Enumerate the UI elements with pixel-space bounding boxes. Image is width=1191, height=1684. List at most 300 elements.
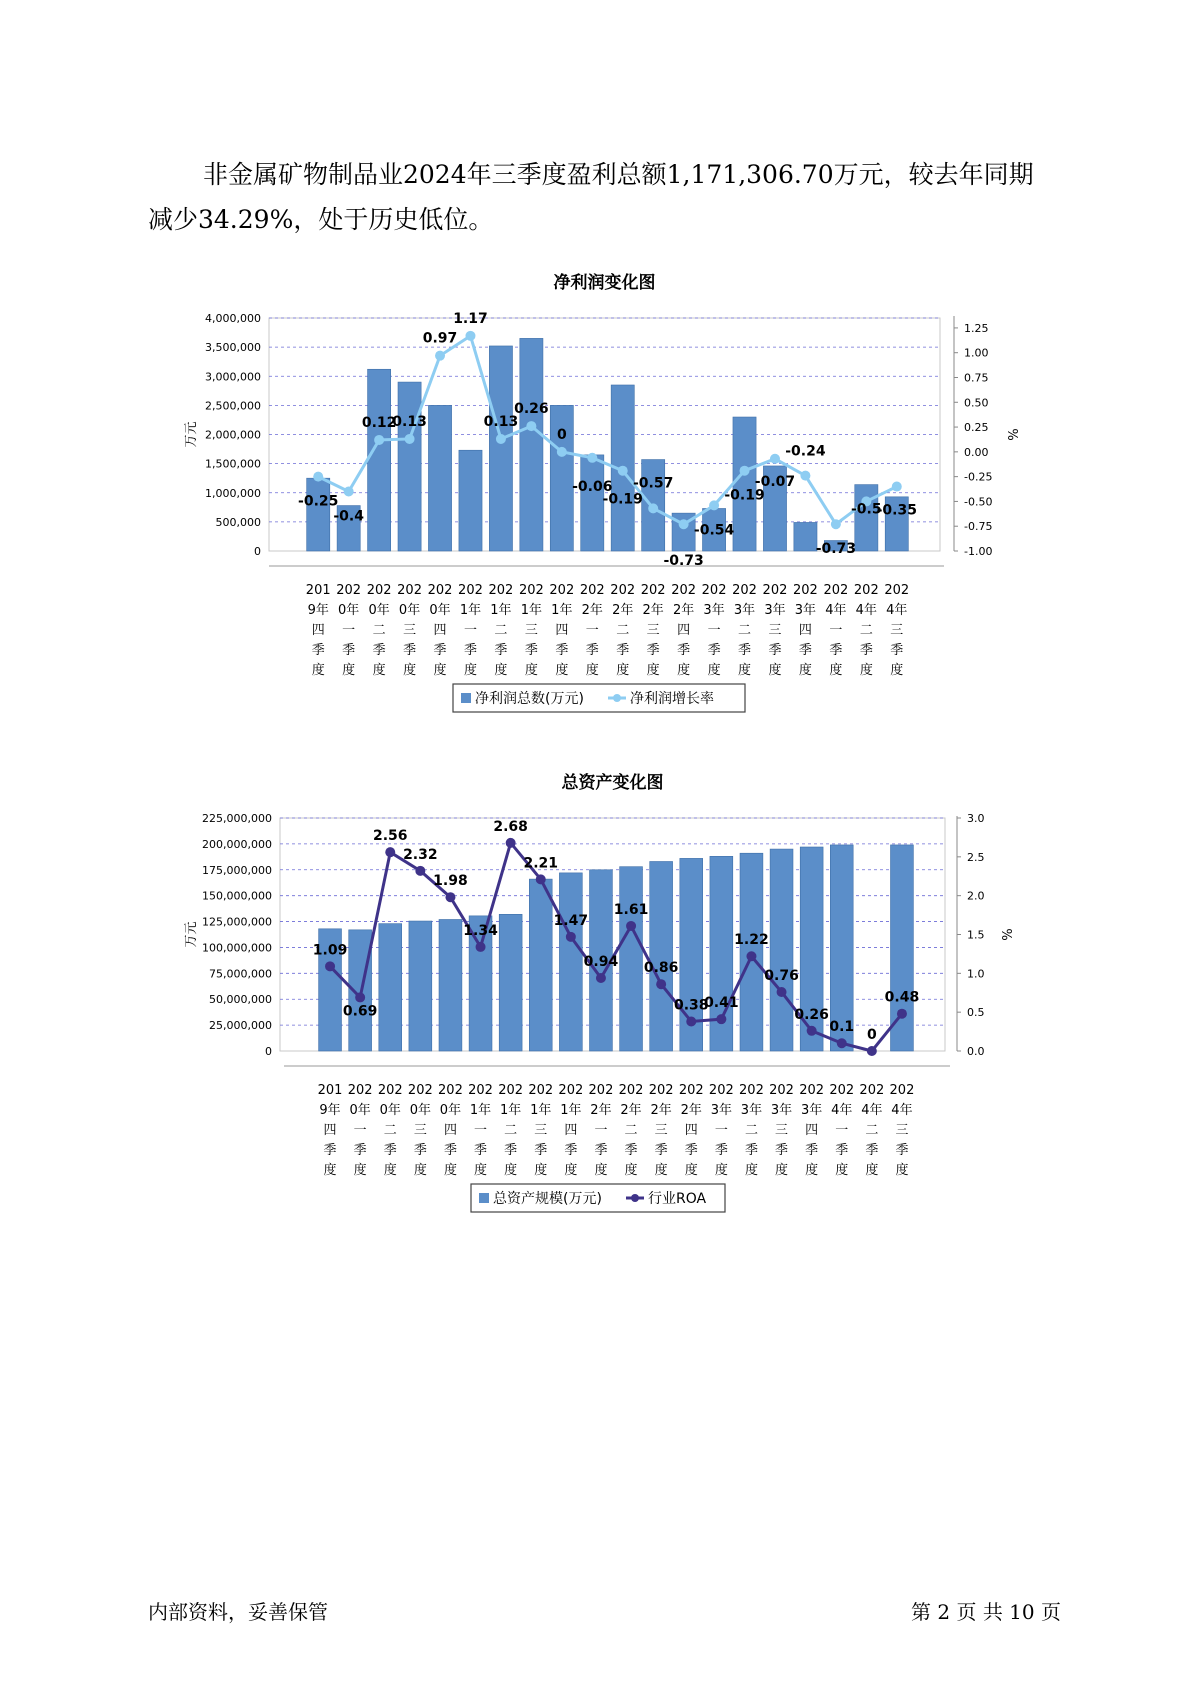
net-profit-chart [0, 270, 1191, 740]
x-tick-label: 202 [610, 583, 636, 598]
line-point [831, 519, 841, 529]
bar [650, 861, 673, 1051]
data-label: 1.61 [613, 901, 649, 918]
data-label: 2.32 [403, 846, 438, 863]
x-tick-label: 度 [744, 1163, 758, 1178]
legend-label: 净利润增长率 [630, 691, 714, 707]
x-tick-label: 202 [701, 583, 727, 598]
x-tick-label: 季 [677, 643, 691, 658]
data-label: -0.06 [572, 478, 613, 495]
data-label: -0.35 [876, 502, 917, 519]
x-tick-label: 度 [775, 1163, 789, 1178]
line-point [648, 503, 658, 513]
x-tick-label: 度 [646, 663, 660, 678]
bar [529, 879, 552, 1051]
x-tick-label: 2年 [590, 1103, 612, 1118]
line-point [313, 472, 323, 482]
x-tick-label: 4年 [891, 1103, 913, 1118]
footer-page-number: 第 2 页 共 10 页 [911, 1600, 1061, 1624]
line-point [709, 500, 719, 510]
bar [581, 455, 604, 551]
x-tick-label: 0年 [409, 1103, 431, 1118]
x-tick-label: 度 [494, 663, 508, 678]
x-tick-label: 季 [323, 1143, 337, 1158]
x-tick-label: 度 [585, 663, 599, 678]
x-tick-label: 度 [829, 663, 843, 678]
line-point [557, 447, 567, 457]
y-tick-label-right: 3.0 [967, 812, 985, 825]
x-tick-label: 度 [372, 663, 386, 678]
x-tick-label: 二 [859, 623, 873, 638]
line-point [355, 992, 365, 1002]
y-tick-label-right: 2.0 [967, 889, 985, 903]
x-tick-label: 度 [383, 1163, 397, 1178]
data-label: 0 [556, 426, 567, 443]
y-axis-title-right: % [1004, 428, 1019, 441]
data-label: -0.73 [815, 541, 857, 558]
x-tick-label: 1年 [490, 603, 512, 618]
data-label: -0.57 [632, 475, 674, 492]
x-tick-label: 季 [768, 643, 782, 658]
y-tick-label-right: 0.75 [964, 371, 989, 385]
data-label: 0 [866, 1027, 877, 1043]
x-tick-label: 202 [618, 1083, 644, 1098]
data-label: 0.38 [673, 997, 709, 1014]
x-tick-label: 202 [889, 1083, 915, 1098]
y-tick-label-left: 2,500,000 [205, 399, 261, 413]
x-tick-label: 季 [443, 1143, 457, 1158]
x-tick-label: 3年 [710, 1103, 732, 1118]
x-tick-label: 三 [534, 1123, 548, 1138]
x-tick-label: 季 [372, 643, 386, 658]
y-tick-label-left: 100,000,000 [202, 941, 272, 955]
data-label: 0.26 [794, 1006, 829, 1023]
line-point [626, 921, 636, 931]
data-label: 1.09 [312, 942, 348, 959]
line-point [415, 866, 425, 876]
x-tick-label: 四 [555, 623, 569, 638]
x-tick-label: 9年 [319, 1103, 341, 1118]
x-tick-label: 1年 [469, 1103, 492, 1118]
x-tick-label: 度 [443, 1163, 457, 1178]
x-tick-label: 2年 [612, 603, 634, 618]
x-tick-label: 1年 [459, 603, 482, 618]
data-label: 0.86 [643, 960, 679, 977]
y-axis-title-left: 万元 [184, 421, 199, 448]
x-tick-label: 季 [738, 643, 752, 658]
x-tick-label: 202 [438, 1083, 463, 1098]
x-tick-label: 度 [555, 663, 569, 678]
x-tick-label: 202 [588, 1083, 614, 1098]
x-tick-label: 季 [585, 643, 599, 658]
x-tick-label: 季 [624, 1143, 638, 1158]
x-tick-label: 3年 [740, 1103, 763, 1118]
y-tick-label-right: 1.00 [964, 346, 989, 360]
y-tick-label-left: 200,000,000 [202, 837, 272, 851]
x-tick-label: 三 [775, 1123, 789, 1138]
x-tick-label: 度 [707, 663, 721, 678]
x-tick-label: 202 [793, 583, 818, 598]
chart-title: 总资产变化图 [561, 773, 664, 793]
data-label: 0.12 [361, 414, 397, 431]
x-tick-label: 二 [738, 623, 752, 638]
x-tick-label: 202 [377, 1083, 403, 1098]
bar [620, 867, 643, 1051]
data-label: -0.4 [333, 508, 364, 525]
x-tick-label: 一 [463, 623, 477, 638]
x-tick-label: 202 [823, 583, 849, 598]
bar [368, 369, 391, 551]
x-tick-label: 四 [443, 1123, 457, 1138]
bar [398, 382, 421, 551]
x-tick-label: 度 [654, 1163, 668, 1178]
data-label: 0.13 [392, 413, 427, 430]
x-tick-label: 季 [616, 643, 630, 658]
x-tick-label: 202 [528, 1083, 554, 1098]
x-tick-label: 度 [835, 1163, 849, 1178]
data-label: 0.76 [764, 967, 799, 984]
x-tick-label: 2年 [581, 603, 603, 618]
line-point [770, 454, 780, 464]
data-label: -0.73 [663, 553, 704, 570]
x-tick-label: 1年 [560, 1103, 582, 1118]
x-tick-label: 三 [895, 1123, 909, 1138]
y-tick-label-left: 3,500,000 [205, 341, 261, 355]
x-tick-label: 202 [884, 583, 910, 598]
data-label: -0.19 [602, 491, 643, 508]
data-label: -0.19 [724, 487, 765, 504]
legend-swatch-point [613, 694, 621, 702]
y-tick-label-left: 175,000,000 [202, 863, 272, 877]
x-tick-label: 202 [671, 583, 697, 598]
x-tick-label: 季 [646, 643, 660, 658]
y-tick-label-right: 0.50 [964, 396, 989, 410]
x-tick-label: 0年 [368, 603, 390, 618]
x-tick-label: 三 [413, 1123, 427, 1138]
x-tick-label: 度 [403, 663, 417, 678]
x-tick-label: 一 [585, 623, 599, 638]
x-tick-label: 四 [805, 1123, 819, 1138]
x-tick-label: 202 [708, 1083, 734, 1098]
x-tick-label: 1年 [530, 1103, 552, 1118]
line-point [566, 932, 576, 942]
x-tick-label: 度 [684, 1163, 698, 1178]
x-tick-label: 三 [890, 623, 904, 638]
line-point [445, 892, 455, 902]
y-tick-label-left: 0 [254, 545, 261, 558]
y-tick-label-right: 0.00 [964, 445, 989, 459]
x-tick-label: 202 [397, 583, 422, 598]
total-assets-chart [0, 770, 1191, 1240]
x-tick-label: 三 [646, 623, 660, 638]
x-tick-label: 3年 [794, 603, 817, 618]
x-tick-label: 0年 [338, 603, 360, 618]
bar [307, 478, 330, 551]
x-tick-label: 1年 [500, 1103, 522, 1118]
x-tick-label: 三 [524, 623, 538, 638]
line-point [777, 987, 787, 997]
data-label: 0.97 [422, 330, 458, 347]
x-tick-label: 季 [555, 643, 569, 658]
data-label: -0.54 [693, 522, 735, 539]
x-tick-label: 202 [549, 583, 575, 598]
x-tick-label: 3年 [703, 603, 725, 618]
y-tick-label-right: 1.0 [967, 967, 985, 981]
x-tick-label: 202 [558, 1083, 584, 1098]
x-tick-label: 202 [762, 583, 788, 598]
x-tick-label: 季 [744, 1143, 758, 1158]
x-tick-label: 202 [488, 583, 514, 598]
x-tick-label: 度 [474, 1163, 488, 1178]
x-tick-label: 度 [323, 1163, 337, 1178]
x-tick-label: 季 [594, 1143, 608, 1158]
line-point [656, 979, 666, 989]
x-tick-label: 季 [524, 643, 538, 658]
x-tick-label: 4年 [831, 1103, 853, 1118]
x-tick-label: 三 [403, 623, 417, 638]
x-tick-label: 9年 [307, 603, 329, 618]
y-tick-label-left: 150,000,000 [202, 889, 272, 903]
data-label: 0.26 [514, 401, 549, 418]
bar [439, 919, 462, 1051]
x-tick-label: 二 [383, 1123, 397, 1138]
line-point [686, 1016, 696, 1026]
bar [379, 924, 402, 1051]
x-tick-label: 4年 [886, 603, 908, 618]
line-point [506, 838, 516, 848]
x-tick-label: 2年 [672, 603, 695, 618]
line-point [476, 942, 486, 952]
x-tick-label: 一 [594, 1123, 608, 1138]
x-tick-label: 0年 [349, 1103, 371, 1118]
x-tick-label: 度 [624, 1163, 638, 1178]
y-tick-label-left: 0 [265, 1045, 272, 1058]
x-tick-label: 202 [347, 1083, 373, 1098]
y-tick-label-left: 225,000,000 [202, 812, 272, 825]
x-tick-label: 三 [768, 623, 782, 638]
x-tick-label: 季 [474, 1143, 488, 1158]
x-tick-label: 二 [624, 1123, 638, 1138]
x-tick-label: 度 [805, 1163, 819, 1178]
x-tick-label: 202 [648, 1083, 674, 1098]
line-point [587, 453, 597, 463]
x-tick-label: 202 [458, 583, 483, 598]
bar [428, 405, 451, 551]
x-tick-label: 一 [707, 623, 721, 638]
x-tick-label: 四 [798, 623, 812, 638]
x-tick-label: 4年 [825, 603, 847, 618]
x-tick-label: 202 [468, 1083, 493, 1098]
y-tick-label-right: 0.5 [967, 1006, 985, 1020]
y-tick-label-right: -0.50 [964, 495, 993, 509]
line-point [746, 951, 756, 961]
x-tick-label: 一 [474, 1123, 488, 1138]
line-point [536, 874, 546, 884]
data-label: 0.48 [884, 989, 920, 1006]
x-tick-label: 3年 [764, 603, 786, 618]
x-tick-label: 季 [798, 643, 812, 658]
data-label: 2.68 [493, 818, 528, 835]
data-label: 0.1 [829, 1019, 855, 1036]
x-tick-label: 季 [865, 1143, 879, 1158]
y-tick-label-left: 1,000,000 [205, 486, 261, 500]
line-point [465, 331, 475, 341]
x-tick-label: 季 [463, 643, 477, 658]
x-tick-label: 度 [413, 1163, 427, 1178]
x-tick-label: 一 [342, 623, 356, 638]
x-tick-label: 季 [835, 1143, 849, 1158]
bar [733, 417, 756, 551]
bar [855, 485, 878, 551]
x-tick-label: 3年 [733, 603, 756, 618]
y-tick-label-right: -1.00 [964, 545, 993, 558]
line-point [435, 351, 445, 361]
x-tick-label: 四 [677, 623, 691, 638]
line-point [679, 519, 689, 529]
data-label: 0.94 [583, 953, 619, 970]
data-label: 2.21 [523, 855, 559, 872]
x-tick-label: 季 [859, 643, 873, 658]
x-tick-label: 四 [564, 1123, 578, 1138]
x-tick-label: 度 [594, 1163, 608, 1178]
data-label: -0.07 [754, 473, 796, 490]
legend-swatch-bar [461, 693, 471, 703]
y-tick-label-left: 4,000,000 [205, 312, 261, 325]
line-point [374, 435, 384, 445]
line-point [405, 434, 415, 444]
x-tick-label: 202 [498, 1083, 524, 1098]
y-tick-label-left: 3,000,000 [205, 370, 261, 384]
y-tick-label-right: 1.5 [967, 928, 985, 942]
x-tick-label: 季 [564, 1143, 578, 1158]
line-point [618, 466, 628, 476]
x-tick-label: 四 [311, 623, 325, 638]
x-tick-label: 四 [433, 623, 447, 638]
line-point [897, 1009, 907, 1019]
x-tick-label: 四 [323, 1123, 337, 1138]
y-tick-label-right: 0.25 [964, 421, 989, 435]
data-label: 0.41 [704, 995, 739, 1012]
x-tick-label: 季 [413, 1143, 427, 1158]
data-label: 1.22 [734, 932, 769, 949]
line-point [892, 482, 902, 492]
y-tick-label-right: -0.25 [964, 470, 993, 484]
y-tick-label-right: -0.75 [964, 520, 993, 534]
bar [489, 346, 512, 551]
legend-swatch-point [631, 1194, 639, 1202]
x-tick-label: 季 [895, 1143, 909, 1158]
line-point [596, 973, 606, 983]
x-tick-label: 度 [895, 1163, 909, 1178]
x-tick-label: 二 [865, 1123, 879, 1138]
y-tick-label-left: 1,500,000 [205, 457, 261, 471]
x-tick-label: 季 [383, 1143, 397, 1158]
bar [459, 450, 482, 551]
line-point [867, 1046, 877, 1056]
legend [471, 1184, 725, 1212]
data-label: 0.13 [483, 413, 519, 430]
data-label: -0.25 [298, 493, 339, 510]
x-tick-label: 二 [616, 623, 630, 638]
x-tick-label: 季 [494, 643, 508, 658]
y-tick-label-right: 0.0 [967, 1045, 985, 1058]
x-tick-label: 4年 [861, 1103, 883, 1118]
x-tick-label: 度 [463, 663, 477, 678]
x-tick-label: 4年 [855, 603, 877, 618]
bar [891, 845, 914, 1051]
x-tick-label: 0年 [439, 1103, 462, 1118]
x-tick-label: 度 [798, 663, 812, 678]
chart-title: 净利润变化图 [553, 273, 656, 293]
bar [559, 873, 582, 1051]
line-point [800, 471, 810, 481]
x-tick-label: 202 [859, 1083, 885, 1098]
x-tick-label: 季 [353, 1143, 367, 1158]
legend-label: 行业ROA [648, 1191, 707, 1207]
x-tick-label: 202 [829, 1083, 855, 1098]
x-tick-label: 201 [317, 1083, 343, 1098]
line-point [716, 1014, 726, 1024]
x-tick-label: 202 [579, 583, 605, 598]
x-tick-label: 度 [504, 1163, 518, 1178]
x-tick-label: 度 [524, 663, 538, 678]
y-tick-label-left: 25,000,000 [209, 1019, 272, 1033]
data-label: -0.5 [851, 501, 882, 518]
data-label: -0.24 [785, 443, 826, 460]
x-tick-label: 二 [494, 623, 508, 638]
x-tick-label: 一 [829, 623, 843, 638]
x-tick-label: 一 [714, 1123, 728, 1138]
y-tick-label-left: 75,000,000 [209, 967, 272, 981]
x-tick-label: 202 [739, 1083, 764, 1098]
bar [770, 849, 793, 1051]
x-tick-label: 季 [714, 1143, 728, 1158]
x-tick-label: 202 [678, 1083, 704, 1098]
legend-label: 总资产规模(万元) [493, 1191, 602, 1207]
x-tick-label: 季 [403, 643, 417, 658]
data-label: 1.34 [463, 922, 498, 939]
x-tick-label: 度 [342, 663, 356, 678]
x-tick-label: 二 [372, 623, 386, 638]
x-tick-label: 季 [534, 1143, 548, 1158]
x-tick-label: 0年 [429, 603, 451, 618]
x-tick-label: 2年 [680, 1103, 702, 1118]
x-tick-label: 度 [714, 1163, 728, 1178]
line-point [496, 434, 506, 444]
x-tick-label: 季 [707, 643, 721, 658]
x-tick-label: 度 [311, 663, 325, 678]
x-tick-label: 1年 [551, 603, 573, 618]
line-point [807, 1026, 817, 1036]
x-tick-label: 季 [342, 643, 356, 658]
x-tick-label: 度 [768, 663, 782, 678]
x-tick-label: 二 [744, 1123, 758, 1138]
x-tick-label: 202 [769, 1083, 794, 1098]
x-tick-label: 2年 [620, 1103, 642, 1118]
legend [453, 684, 745, 712]
x-tick-label: 度 [738, 663, 752, 678]
data-label: 0.69 [342, 1003, 378, 1020]
y-tick-label-left: 500,000 [215, 515, 261, 529]
x-tick-label: 度 [890, 663, 904, 678]
x-tick-label: 季 [805, 1143, 819, 1158]
line-point [837, 1038, 847, 1048]
x-tick-label: 度 [865, 1163, 879, 1178]
legend-swatch-bar [479, 1193, 489, 1203]
x-tick-label: 202 [732, 583, 757, 598]
line-point [325, 961, 335, 971]
data-label: 1.47 [553, 912, 589, 929]
